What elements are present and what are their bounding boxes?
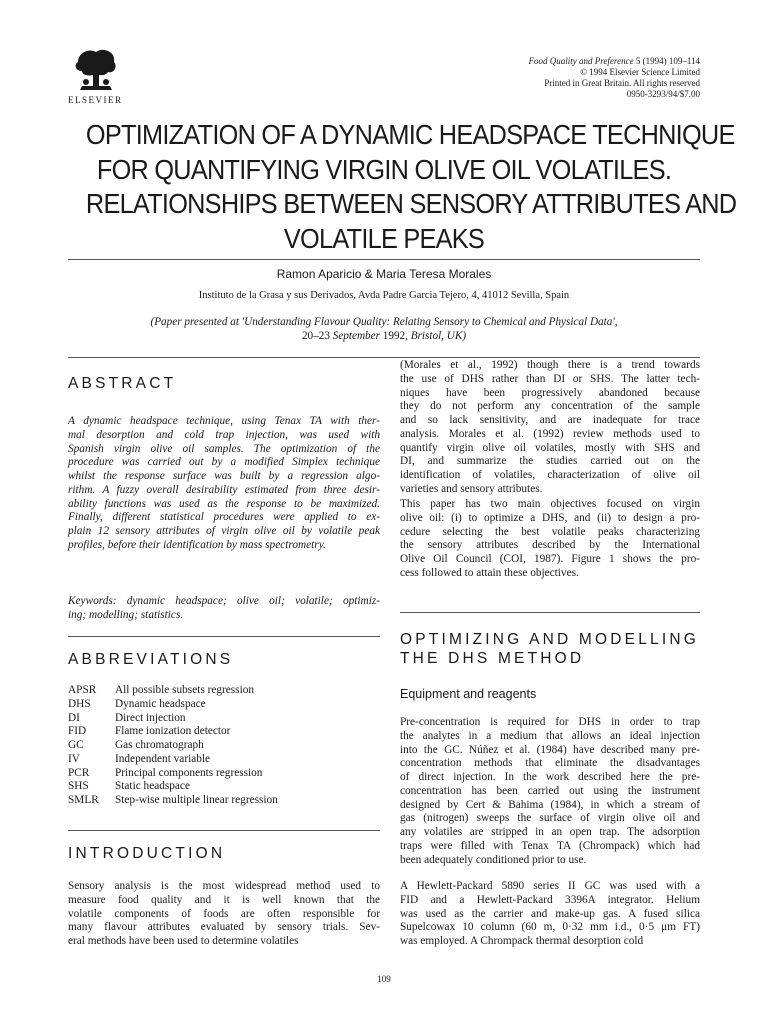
- presentation-note: (Paper presented at 'Understanding Flavour Quality: Relating Sensory to Chemical and Physical Data', 20–23 September 1992, Bristol, UK): [150, 316, 618, 342]
- abbreviation-term: DHS: [68, 697, 91, 710]
- abbreviation-row: [68, 739, 278, 753]
- text-line: profiles, before their identification by mass spectrometry.: [68, 538, 326, 551]
- text-line: any volatiles are stripped in an open trap. The adsorption: [400, 826, 700, 838]
- printed-line: Printed in Great Britain. All rights reserved: [544, 78, 700, 88]
- abbreviation-term: APSR: [68, 684, 97, 696]
- abbreviation-row: [68, 698, 278, 712]
- title-rule: [68, 259, 700, 260]
- abbreviation-term: FID: [68, 725, 87, 738]
- text-line: measure food quality and it is well known that the: [68, 893, 380, 906]
- abbreviations-list: [68, 684, 278, 808]
- text-line: and so lack sensitivity, and are inadequate for trace: [400, 414, 700, 426]
- text-line: Finally, different statistical procedures were applied to ex-: [68, 511, 380, 524]
- text-line: designed by Cert & Bahima (1984), in which a stream of: [400, 798, 700, 811]
- abbreviation-row: [68, 794, 278, 808]
- text-line: ing; modelling; statistics.: [68, 608, 184, 621]
- abbreviation-term: DI: [68, 711, 80, 724]
- copyright-line: © 1994 Elsevier Science Limited: [580, 67, 700, 77]
- text-line: (Morales et al., 1992) though there is a trend towards: [400, 359, 700, 371]
- gc-paragraph: [400, 880, 700, 949]
- text-line: volatile components of foods are often responsible for: [68, 907, 380, 920]
- keywords: [68, 595, 380, 623]
- title-line: FOR QUANTIFYING VIRGIN OLIVE OIL VOLATILES.: [96, 153, 672, 185]
- text-line: plain 12 sensory attributes of virgin olive oil by volatile peak: [68, 525, 380, 537]
- text-line: rithm. A fuzzy overall desirability estimated from three desir-: [68, 483, 380, 496]
- text-line: whilst the response surface was built by a regression algo-: [68, 470, 380, 482]
- abbreviation-row: [68, 725, 278, 739]
- objectives-paragraph: [400, 498, 700, 581]
- paper-title: [85, 118, 737, 256]
- abbreviation-term: PCR: [68, 766, 90, 779]
- text-line: identification of volatiles, characterization of olive oil: [400, 469, 700, 481]
- abbreviation-definition: Principal components regression: [115, 766, 263, 779]
- introduction-text: [68, 880, 380, 949]
- text-line: varieties and sensory attributes.: [400, 482, 543, 495]
- text-line: into the GC. Núñez et al. (1984) have described many pre-: [400, 743, 700, 756]
- text-line: Pre-concentration is required for DHS in order to trap: [400, 716, 700, 728]
- section-heading: OPTIMIZING AND MODELLING THE DHS METHOD: [400, 631, 699, 667]
- intro-continued: [400, 359, 700, 497]
- text-line: ability functions was used as the response to be maximized.: [68, 497, 380, 510]
- text-line: analysis. Morales et al. (1992) review methods used to: [400, 427, 700, 440]
- abbreviation-term: GC: [68, 739, 84, 751]
- abbreviation-definition: All possible subsets regression: [115, 684, 255, 696]
- page-number: 109: [377, 974, 391, 984]
- abbreviation-row: [68, 684, 278, 698]
- section-rule: [68, 830, 380, 831]
- text-line: the analytes in a medium that allows an ideal injection: [400, 729, 700, 742]
- text-line: This paper has two main objectives focused on virgin: [400, 498, 700, 510]
- text-line: cedure selecting the best volatile peaks characterizing: [400, 525, 700, 538]
- text-line: they do not perform any concentration of the sample: [400, 400, 700, 413]
- elsevier-tree-icon: [72, 46, 120, 92]
- text-line: Sensory analysis is the most widespread method used to: [68, 880, 380, 892]
- title-line: VOLATILE PEAKS: [283, 222, 485, 254]
- authors: Ramon Aparicio & Maria Teresa Morales: [276, 267, 492, 281]
- abbreviation-row: [68, 780, 278, 794]
- text-line: was used as the carrier and make-up gas. A fused silica: [400, 907, 700, 920]
- text-line: cess followed to attain these objectives.: [400, 566, 579, 579]
- abbreviation-definition: Dynamic headspace: [115, 697, 206, 710]
- text-line: concentration has been carried out using the instrument: [400, 784, 700, 797]
- header-rule: [68, 357, 700, 358]
- text-line: olive oil: (i) to optimize a DHS, and (ii) to design a pro-: [400, 511, 700, 524]
- journal-info: [529, 56, 700, 100]
- abbreviation-definition: Flame ionization detector: [115, 725, 231, 738]
- text-line: eral methods have been used to determine volatiles: [68, 935, 299, 947]
- publisher-logo: [68, 46, 124, 105]
- abbreviation-definition: Direct injection: [115, 711, 186, 724]
- text-line: Supelcowax 10 column (60 m, 0·32 mm i.d., 0·5 μm FT): [400, 921, 700, 934]
- text-line: gas (nitrogen) sweeps the surface of virgin olive oil and: [400, 812, 700, 825]
- abbreviation-definition: Independent variable: [115, 752, 211, 765]
- abbreviation-row: [68, 753, 278, 767]
- title-line: OPTIMIZATION OF A DYNAMIC HEADSPACE TECHNIQUE: [85, 119, 735, 150]
- abbreviation-row: [68, 767, 278, 781]
- text-line: quantify virgin olive oil volatiles, mostly with SHS and: [400, 441, 700, 454]
- abbreviation-definition: Static headspace: [115, 780, 190, 793]
- abbreviation-term: IV: [68, 752, 80, 765]
- abbreviation-definition: Step-wise multiple linear regression: [115, 794, 278, 806]
- text-line: Keywords: dynamic headspace; olive oil; volatile; optimiz-: [68, 595, 380, 607]
- subsection-heading: Equipment and reagents: [400, 687, 537, 701]
- abbreviations-heading: ABBREVIATIONS: [68, 651, 234, 668]
- abstract-heading: ABSTRACT: [68, 375, 177, 392]
- text-line: mal desorption and cold trap injection, was used with: [68, 428, 380, 441]
- text-line: traps were filled with Tenax TA (Chrompack) which had: [400, 839, 700, 852]
- text-line: Spanish virgin olive oil samples. The optimization of the: [68, 442, 380, 455]
- publisher-name: ELSEVIER: [68, 95, 123, 105]
- abstract-text: [68, 415, 380, 553]
- introduction-heading: INTRODUCTION: [68, 845, 226, 862]
- section-rule: [68, 636, 380, 637]
- text-line: many flavour attributes evaluated by sensory trials. Sev-: [68, 921, 380, 934]
- text-line: the sensory attributes described by the International: [400, 539, 700, 552]
- text-line: Olive Oil Council (COI, 1987). Figure 1 shows the pro-: [400, 553, 700, 565]
- issn-line: 0950-3293/94/$7.00: [626, 89, 700, 99]
- text-line: procedure was carried out by a modified Simplex technique: [68, 456, 380, 469]
- text-line: A dynamic headspace technique, using Tenax TA with ther-: [68, 415, 380, 427]
- journal-citation: Food Quality and Preference 5 (1994) 109–114: [528, 56, 700, 66]
- text-line: FID and a Hewlett-Packard 3396A integrator. Helium: [400, 893, 700, 906]
- abbreviation-term: SMLR: [68, 794, 99, 806]
- abbreviation-definition: Gas chromatograph: [115, 739, 204, 751]
- title-line: RELATIONSHIPS BETWEEN SENSORY ATTRIBUTES AND: [85, 188, 737, 219]
- text-line: niques have been progressively abandoned because: [400, 386, 700, 399]
- text-line: was employed. A Chrompack thermal desorption cold: [400, 935, 644, 947]
- text-line: concentration methods that eliminate the disadvantages: [400, 757, 700, 770]
- text-line: the use of DHS rather than DI or SHS. The latter tech-: [400, 372, 700, 385]
- equipment-paragraph: [400, 716, 700, 867]
- text-line: been adequately conditioned prior to use.: [400, 853, 587, 866]
- abbreviation-term: SHS: [68, 780, 89, 793]
- text-line: DI, and summarize the studies carried out on the: [400, 455, 700, 468]
- section-rule: [400, 612, 700, 613]
- abbreviation-row: [68, 712, 278, 726]
- text-line: of direct injection. In the work described here the pre-: [400, 771, 700, 783]
- affiliation: Instituto de la Grasa y sus Derivados, Avda Padre Garcia Tejero, 4, 41012 Sevilla, Spain: [198, 290, 570, 301]
- text-line: A Hewlett-Packard 5890 series II GC was used with a: [400, 880, 700, 892]
